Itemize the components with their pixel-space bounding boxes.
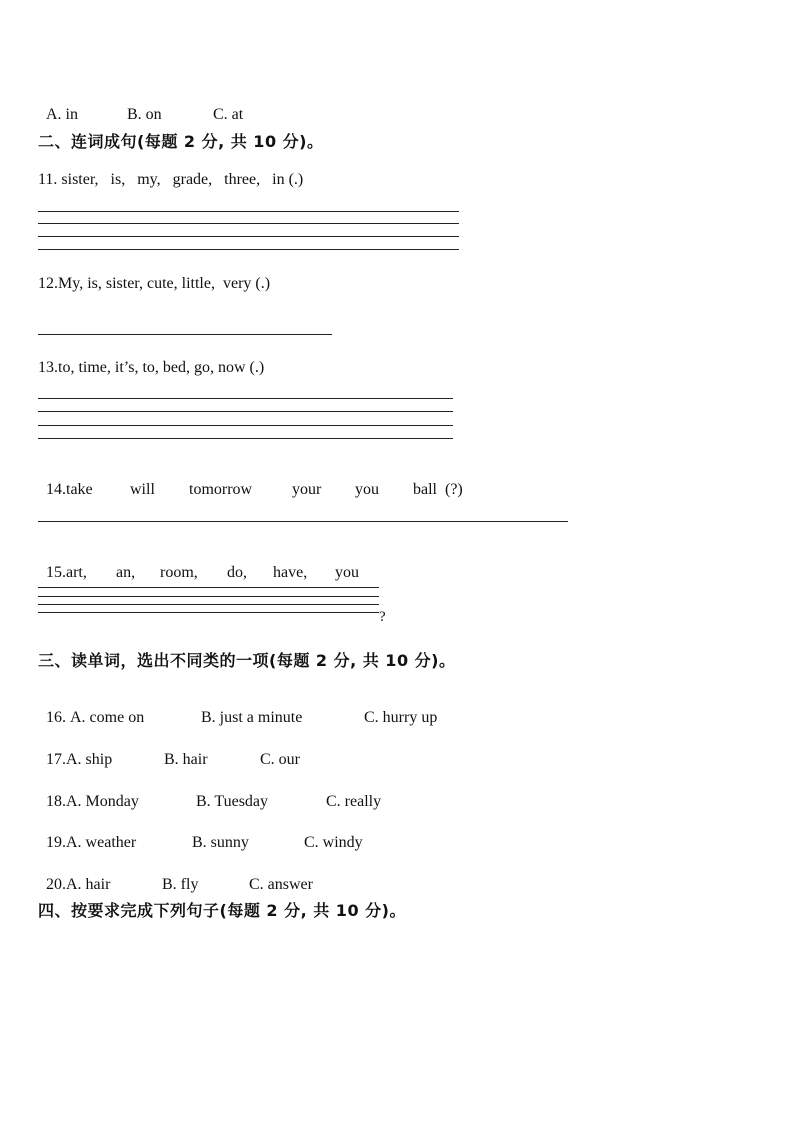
question-20 bbox=[38, 858, 313, 894]
answer-line bbox=[38, 236, 459, 237]
option-b: B. Tuesday bbox=[196, 793, 269, 810]
question-12: 12.My, is, sister, cute, little, very (.) bbox=[38, 275, 271, 292]
answer-line bbox=[38, 411, 453, 412]
question-11: 11. sister, is, my, grade, three, in (.) bbox=[38, 171, 304, 188]
word: 14.take bbox=[46, 481, 93, 498]
option-a: A. hair bbox=[66, 876, 111, 893]
word: have, bbox=[273, 564, 308, 581]
answer-line bbox=[38, 596, 379, 597]
option-c: C. hurry up bbox=[364, 709, 438, 726]
word: your bbox=[292, 481, 322, 498]
word: will bbox=[130, 481, 155, 498]
option-c: C. answer bbox=[249, 876, 313, 893]
answer-line bbox=[38, 612, 379, 613]
question-14 bbox=[38, 463, 463, 499]
option-a: A. ship bbox=[66, 751, 113, 768]
word: ball (?) bbox=[413, 481, 463, 498]
word: you bbox=[335, 564, 359, 581]
option-a: A. in bbox=[46, 106, 78, 123]
question-15 bbox=[38, 546, 359, 582]
section-3-heading: 三、读单词，选出不同类的一项(每题 2 分, 共 10 分)。 bbox=[38, 651, 456, 670]
answer-line bbox=[38, 223, 459, 224]
question-number: 16. bbox=[46, 709, 70, 726]
word: an, bbox=[116, 564, 136, 581]
answer-line bbox=[38, 438, 453, 439]
option-c: C. really bbox=[326, 793, 382, 810]
section-2-heading: 二、连词成句(每题 2 分, 共 10 分)。 bbox=[38, 132, 324, 151]
answer-line bbox=[38, 425, 453, 426]
question-number: 17. bbox=[46, 751, 66, 768]
answer-line bbox=[38, 249, 459, 250]
answer-line bbox=[38, 398, 453, 399]
question-number: 20. bbox=[46, 876, 66, 893]
question-mark: ? bbox=[379, 609, 386, 625]
option-b: B. hair bbox=[164, 751, 208, 768]
option-b: B. sunny bbox=[192, 834, 249, 851]
word: room, bbox=[160, 564, 198, 581]
answer-line bbox=[38, 211, 459, 212]
option-c: C. at bbox=[213, 106, 244, 123]
answer-line bbox=[38, 521, 568, 522]
question-13: 13.to, time, it’s, to, bed, go, now (.) bbox=[38, 359, 265, 376]
word: you bbox=[355, 481, 379, 498]
answer-line bbox=[38, 587, 379, 588]
question-number: 19. bbox=[46, 834, 66, 851]
answer-line bbox=[38, 604, 379, 605]
question-18 bbox=[38, 775, 381, 811]
option-b: B. fly bbox=[162, 876, 199, 893]
question-number: 18. bbox=[46, 793, 66, 810]
word: do, bbox=[227, 564, 247, 581]
option-a: A. Monday bbox=[66, 793, 139, 810]
question-19 bbox=[38, 816, 363, 852]
question-10-options bbox=[38, 88, 243, 124]
word: tomorrow bbox=[189, 481, 253, 498]
option-c: C. windy bbox=[304, 834, 363, 851]
option-c: C. our bbox=[260, 751, 300, 768]
question-16 bbox=[38, 691, 437, 727]
word: 15.art, bbox=[46, 564, 87, 581]
section-4-heading: 四、按要求完成下列句子(每题 2 分, 共 10 分)。 bbox=[38, 901, 406, 920]
option-b: B. on bbox=[127, 106, 162, 123]
question-17 bbox=[38, 733, 300, 769]
option-a: A. weather bbox=[66, 834, 137, 851]
answer-line bbox=[38, 334, 332, 335]
option-a: A. come on bbox=[70, 709, 145, 726]
option-b: B. just a minute bbox=[201, 709, 303, 726]
